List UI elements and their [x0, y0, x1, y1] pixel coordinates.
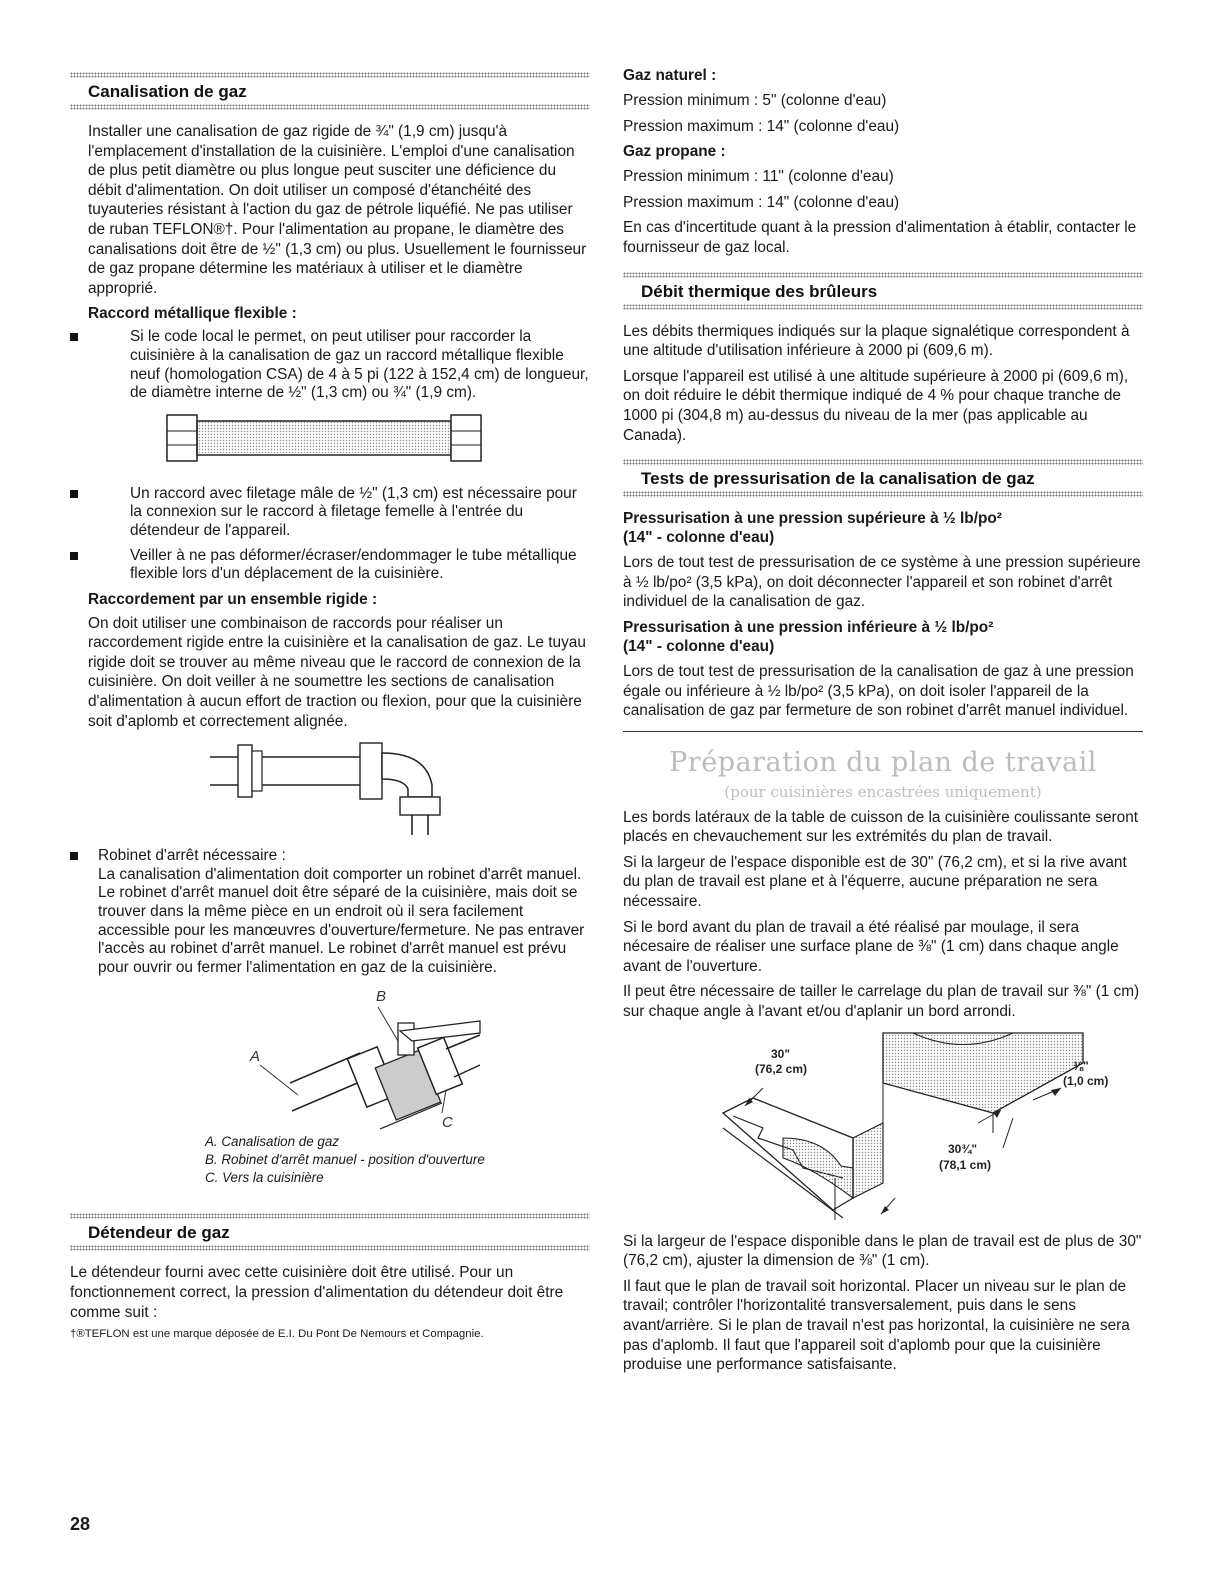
caption-line: C. Vers la cuisinière	[205, 1170, 324, 1186]
subheading-line: Pressurisation à une pression supérieure à ½ lb/po²	[623, 510, 1002, 528]
paragraph: Pression maximum : 14" (colonne d'eau)	[623, 193, 900, 211]
paragraph: On doit utiliser une combinaison de raccords pour réaliser un raccordement rigide entre la cuisinière et la canalisation de gaz. Le tuyau rigide doit se trouver au même niveau que le raccord de connexion de la cuisinière. On doit veiller à ne soumettre les sections de canalisation d'alimentation à aucun effort de traction ou flexion, pour que la cuisinière soit d'aplomb et correctement alignée.	[88, 614, 586, 730]
dimension-label: ⅜"	[1073, 1058, 1089, 1073]
subheading-line: Pressurisation à une pression inférieure à ½ lb/po²	[623, 618, 994, 636]
left-column	[70, 64, 590, 1340]
paragraph: Les débits thermiques indiqués sur la plaque signalétique correspondent à une altitude d'utilisation inférieure à 2000 pi (609,6 m).	[623, 322, 1130, 360]
dimension-label: 30¾"	[948, 1141, 978, 1156]
dimension-label: (78,1 cm)	[939, 1157, 992, 1172]
dotted-rule	[70, 104, 590, 110]
section-header-tests	[623, 459, 1143, 497]
valve-label-b: B	[376, 988, 387, 1006]
section-title: Détendeur de gaz	[88, 1223, 230, 1243]
dimension-label: (76,2 cm)	[755, 1061, 808, 1076]
paragraph: Pression minimum : 5" (colonne d'eau)	[623, 92, 887, 109]
section-title: Tests de pressurisation de la canalisation de gaz	[641, 469, 1035, 489]
bullet-list	[70, 847, 590, 977]
shutoff-valve-illustration	[180, 983, 480, 1133]
subheading-line: (14" - colonne d'eau)	[623, 529, 775, 547]
paragraph: Lorsque l'appareil est utilisé à une altitude supérieure à 2000 pi (609,6 m), on doit réduire le débit thermique indiqué de 4 % pour chaque tranche de 1000 pi (304,8 m) au-dessus du niveau de la mer (pas applicable au Canada).	[623, 367, 1129, 444]
bullet-item: Si le code local le permet, on peut utiliser pour raccorder la cuisinière à la canalisation de gaz un raccord métallique flexible neuf (homologation CSA) de 4 à 5 pi (122 à 152,4 cm) de longueur, de diamètre interne de ½" (1,3 cm) ou ¾" (1,9 cm).	[70, 328, 590, 402]
bullet-item	[70, 847, 590, 977]
paragraph: Le détendeur fourni avec cette cuisinière doit être utilisé. Pour un fonctionnement correct, la pression d'alimentation du détendeur doit être comme suit :	[70, 1264, 564, 1321]
subheading: Raccordement par un ensemble rigide :	[88, 590, 378, 608]
bullet-body: La canalisation d'alimentation doit comporter un robinet d'arrêt manuel. Le robinet d'arrêt manuel doit être séparé de la cuisinière, mais doit se trouver dans la même pièce en un endroit où il sera facilement accessible pour les manœuvres d'ouverture/fermeture. Ne pas entraver l'accès au robinet d'arrêt manuel. Le robinet d'arrêt manuel est prévu pour ouvrir ou fermer l'alimentation en gaz de la cuisinière.	[98, 865, 585, 976]
bullet-list	[70, 328, 590, 402]
figure-caption	[70, 1133, 590, 1187]
section-title: Débit thermique des brûleurs	[641, 281, 878, 301]
paragraph: Les bords latéraux de la table de cuisson de la cuisinière coulissante seront placés en chevauchement sur les extrémités du plan de travail.	[623, 808, 1139, 846]
section-title-large: Préparation du plan de travail	[669, 746, 1097, 778]
subheading	[623, 618, 1143, 656]
countertop-diagram	[663, 1028, 1109, 1228]
paragraph: En cas d'incertitude quant à la pression d'alimentation à établir, contacter le fournisseur de gaz local.	[623, 219, 1137, 256]
bullet-item: Veiller à ne pas déformer/écraser/endommager le tube métallique flexible lors d'un déplacement de la cuisinière.	[70, 547, 590, 584]
dimension-label: 30"	[771, 1046, 791, 1061]
bullet-lead: Robinet d'arrêt nécessaire :	[98, 847, 286, 865]
footnote: †®TEFLON est une marque déposée de E.I. Du Pont De Nemours et Compagnie.	[70, 1328, 484, 1341]
rigid-connection-illustration	[200, 737, 460, 837]
dotted-rule	[623, 304, 1143, 310]
paragraph: Si la largeur de l'espace disponible est de 30" (76,2 cm), et si la rive avant du plan de travail est plane et à l'équerre, aucune préparation ne sera nécessaire.	[623, 853, 1127, 911]
section-header-debit	[623, 272, 1143, 310]
paragraph: Il peut être nécessaire de tailler le carrelage du plan de travail sur ⅜" (1 cm) sur chaque angle à l'avant et/ou d'aplanir un bord arrondi.	[623, 983, 1140, 1021]
caption-line: A. Canalisation de gaz	[205, 1134, 339, 1150]
valve-label-a: A	[250, 1048, 261, 1066]
subheading: Raccord métallique flexible :	[88, 305, 297, 323]
section-header-canalisation	[70, 72, 590, 110]
section-divider	[623, 731, 1143, 732]
paragraph: Lors de tout test de pressurisation de la canalisation de gaz à une pression égale ou inférieure à ½ lb/po² (3,5 kPa), on doit isoler l'appareil de la canalisation de gaz par fermeture de son robinet d'arrêt manuel individuel.	[623, 662, 1134, 720]
subheading-line: (14" - colonne d'eau)	[623, 637, 775, 655]
section-title: Canalisation de gaz	[88, 82, 247, 101]
bullet-list	[70, 485, 590, 584]
section-header-detendeur	[70, 1213, 590, 1251]
subheading: Gaz naturel :	[623, 67, 717, 84]
paragraph: Pression minimum : 11" (colonne d'eau)	[623, 168, 894, 186]
paragraph: Si la largeur de l'espace disponible dans le plan de travail est de plus de 30" (76,2 cm), ajuster la dimension de ⅜" (1 cm).	[623, 1232, 1142, 1270]
valve-label-c: C	[442, 1114, 453, 1132]
bullet-item: Un raccord avec filetage mâle de ½" (1,3 cm) est nécessaire pour la connexion sur le raccord à filetage femelle à l'entrée du détendeur de l'appareil.	[70, 485, 590, 541]
paragraph: Installer une canalisation de gaz rigide de ¾" (1,9 cm) jusqu'à l'emplacement d'installation de la cuisinière. L'emploi d'une canalisation de plus petit diamètre ou plus longue peut susciter une déficience du débit d'alimentation. On doit utiliser un composé d'étanchéité des tuyauteries résistant à l'action du gaz de pétrole liquéfié. Ne pas utiliser de ruban TEFLON®†. Pour l'alimentation au propane, le diamètre des canalisations doit être de ½" (1,3 cm) ou plus. Usuellement le fournisseur de gaz propane détermine les matériaux à utiliser et le diamètre approprié.	[88, 123, 587, 297]
paragraph: Si le bord avant du plan de travail a été réalisé par moulage, il sera nécesaire de réaliser une surface plane de ⅜" (1 cm) dans chaque angle avant de l'ouverture.	[623, 918, 1119, 975]
dotted-rule	[70, 1245, 590, 1251]
paragraph: Lors de tout test de pressurisation de ce système à une pression supérieure à ½ lb/po² (3,5 kPa), on doit déconnecter l'appareil et son robinet d'arrêt individuel de la canalisation de gaz.	[623, 554, 1141, 611]
flexible-connector-illustration	[165, 409, 495, 469]
paragraph: Pression maximum : 14" (colonne d'eau)	[623, 117, 900, 135]
caption-line: B. Robinet d'arrêt manuel - position d'ouverture	[205, 1152, 485, 1168]
paragraph: Il faut que le plan de travail soit horizontal. Placer un niveau sur le plan de travail; contrôler l'horizontalité transversalement, puis dans le sens avant/arrière. Si le plan de travail n'est pas horizontal, la cuisinière ne sera pas d'aplomb. Il faut que l'appareil soit d'aplomb pour que la cuisinière produise une performance satisfaisante.	[623, 1277, 1130, 1374]
section-subtitle: (pour cuisinières encastrées uniquement)	[724, 782, 1042, 801]
right-column	[623, 64, 1143, 1381]
page-number: 28	[70, 1514, 91, 1534]
dimension-label: (1,0 cm)	[1063, 1073, 1109, 1088]
subheading: Gaz propane :	[623, 143, 726, 161]
subheading	[623, 509, 1143, 547]
dotted-rule	[623, 491, 1143, 497]
